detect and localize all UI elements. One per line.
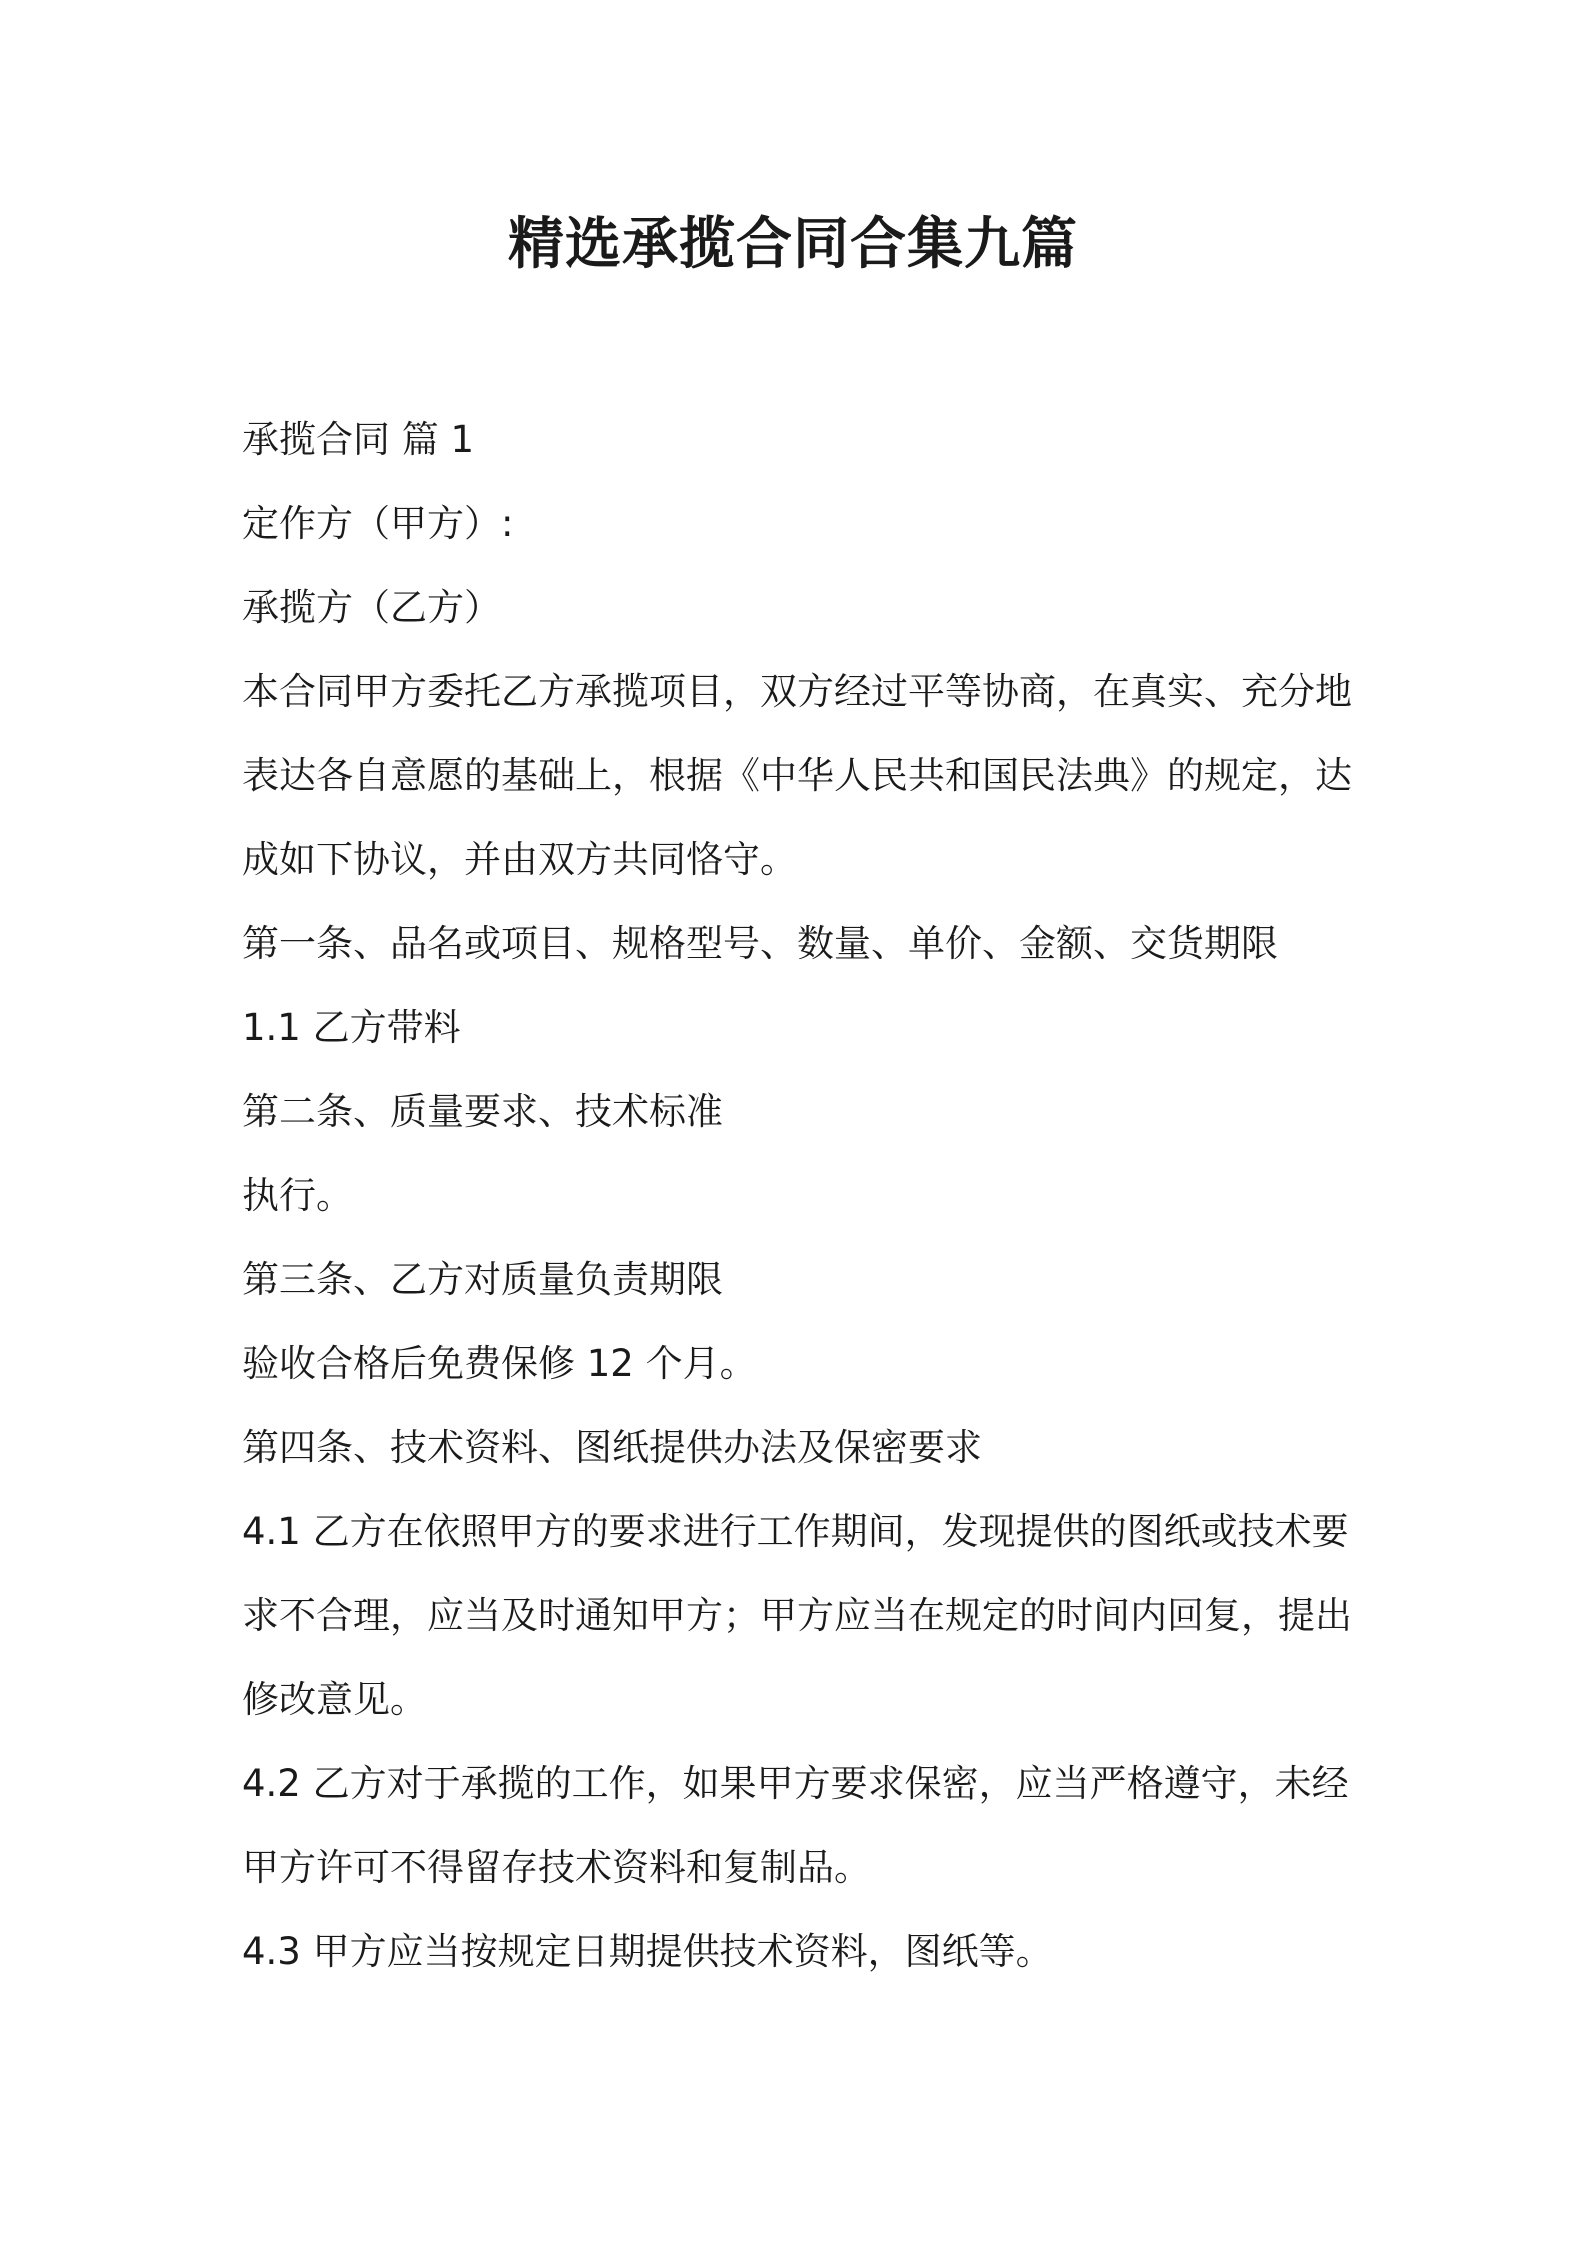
paragraph-line: 表达各自意愿的基础上，根据《中华人民共和国民法典》的规定，达 [242, 754, 1352, 797]
article-heading: 第三条、乙方对质量负责期限 [242, 1258, 723, 1301]
party-b-line: 承揽方（乙方） [242, 586, 501, 629]
clause-line: 验收合格后免费保修 12 个月。 [242, 1342, 757, 1385]
paragraph-line: 成如下协议，并由双方共同恪守。 [242, 838, 797, 881]
document-body [242, 398, 1362, 1994]
clause-line: 4.3 甲方应当按规定日期提供技术资料，图纸等。 [242, 1930, 1053, 1973]
clause-line: 4.2 乙方对于承揽的工作，如果甲方要求保密，应当严格遵守，未经 [242, 1762, 1349, 1805]
article-heading: 第一条、品名或项目、规格型号、数量、单价、金额、交货期限 [242, 922, 1278, 965]
document-title: 精选承揽合同合集九篇 [508, 212, 1078, 277]
article-heading: 第二条、质量要求、技术标准 [242, 1090, 723, 1133]
clause-line: 4.1 乙方在依照甲方的要求进行工作期间，发现提供的图纸或技术要 [242, 1510, 1349, 1553]
clause-line: 求不合理，应当及时通知甲方；甲方应当在规定的时间内回复，提出 [242, 1594, 1352, 1637]
section-heading: 承揽合同 篇 1 [242, 418, 475, 461]
clause-line: 甲方许可不得留存技术资料和复制品。 [242, 1846, 871, 1889]
clause-line: 1.1 乙方带料 [242, 1006, 461, 1049]
party-a-line: 定作方（甲方）: [242, 502, 514, 545]
article-heading: 第四条、技术资料、图纸提供办法及保密要求 [242, 1426, 982, 1469]
paragraph-line: 本合同甲方委托乙方承揽项目，双方经过平等协商，在真实、充分地 [242, 670, 1352, 713]
clause-line: 执行。 [242, 1174, 353, 1217]
clause-line: 修改意见。 [242, 1678, 427, 1721]
